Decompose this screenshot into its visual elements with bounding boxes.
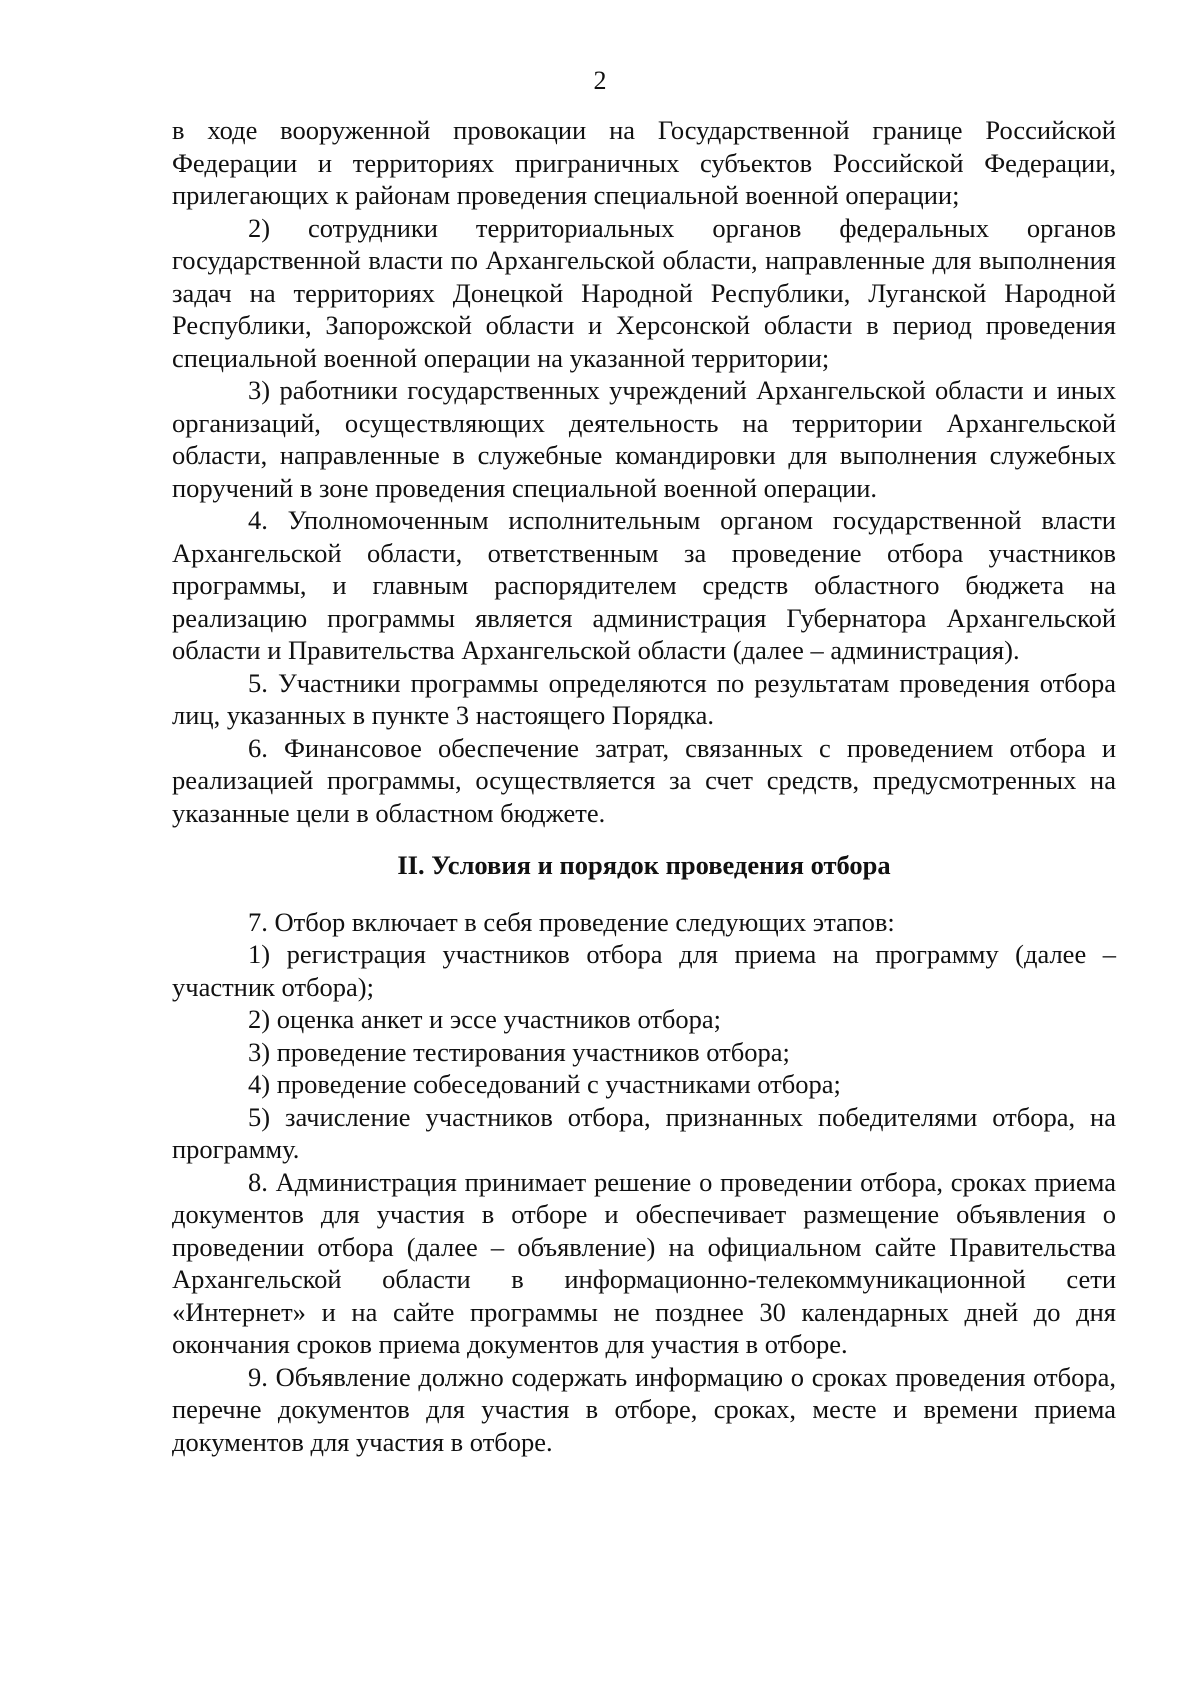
paragraph-stage-3: 3) проведение тестирования участников отбора; [248, 1036, 790, 1067]
paragraph-stage-5: 5) зачисление участников отбора, признанных победителями отбора, на программу. [172, 1101, 1116, 1164]
section-heading: II. Условия и порядок проведения отбора [397, 850, 891, 880]
paragraph-clause-6: 6. Финансовое обеспечение затрат, связанных с проведением отбора и реализацией программы, осуществляется за счет средств, предусмотренных на указанные цели в областном бюджете. [172, 732, 1116, 828]
paragraph-clause-8: 8. Администрация принимает решение о проведении отбора, сроках приема документов для участия в отборе и обеспечивает размещение объявления о проведении отбора (далее – объявление) на официальном сайте Правительства Архангельской области в информационно-телекоммуникационной сети «Интернет» и на сайте программы не позднее 30 календарных дней до дня окончания сроков приема документов для участия в отборе. [172, 1166, 1116, 1359]
paragraph-stage-1: 1) регистрация участников отбора для приема на программу (далее – участник отбора); [172, 939, 1116, 1002]
paragraph-continuation: в ходе вооруженной провокации на Государственной границе Российской Федерации и территориях приграничных субъектов Российской Федерации, прилегающих к районам проведения специальной военной операции; [172, 115, 1116, 210]
paragraph-item-2: 2) сотрудники территориальных органов федеральных органов государственной власти по Архангельской области, направленные для выполнения задач на территориях Донецкой Народной Республики, Луганской Народной Республики, Запорожской области и Херсонской области в период проведения специальной военной операции на указанной территории; [172, 212, 1116, 373]
paragraph-clause-4: 4. Уполномоченным исполнительным органом государственной власти Архангельской области, ответственным за проведение отбора участников программы, и главным распорядителем средств областного бюджета на реализацию программы является администрация Губернатора Архангельской области и Правительства Архангельской области (далее – администрация). [172, 505, 1116, 665]
document-body [172, 114, 1116, 1458]
paragraph-clause-7: 7. Отбор включает в себя проведение следующих этапов: [248, 906, 895, 937]
paragraph-clause-9: 9. Объявление должно содержать информацию о сроках проведения отбора, перечне документов для участия в отборе, сроках, месте и времени приема документов для участия в отборе. [172, 1361, 1116, 1457]
paragraph-clause-5: 5. Участники программы определяются по результатам проведения отбора лиц, указанных в пункте 3 настоящего Порядка. [172, 667, 1116, 730]
paragraph-stage-4: 4) проведение собеседований с участниками отбора; [248, 1069, 841, 1099]
paragraph-stage-2: 2) оценка анкет и эссе участников отбора; [248, 1004, 722, 1034]
page-number: 2 [593, 66, 607, 95]
paragraph-item-3: 3) работники государственных учреждений Архангельской области и иных организаций, осуществляющих деятельность на территории Архангельской области, направленные в служебные командировки для выполнения служебных поручений в зоне проведения специальной военной операции. [172, 375, 1116, 503]
